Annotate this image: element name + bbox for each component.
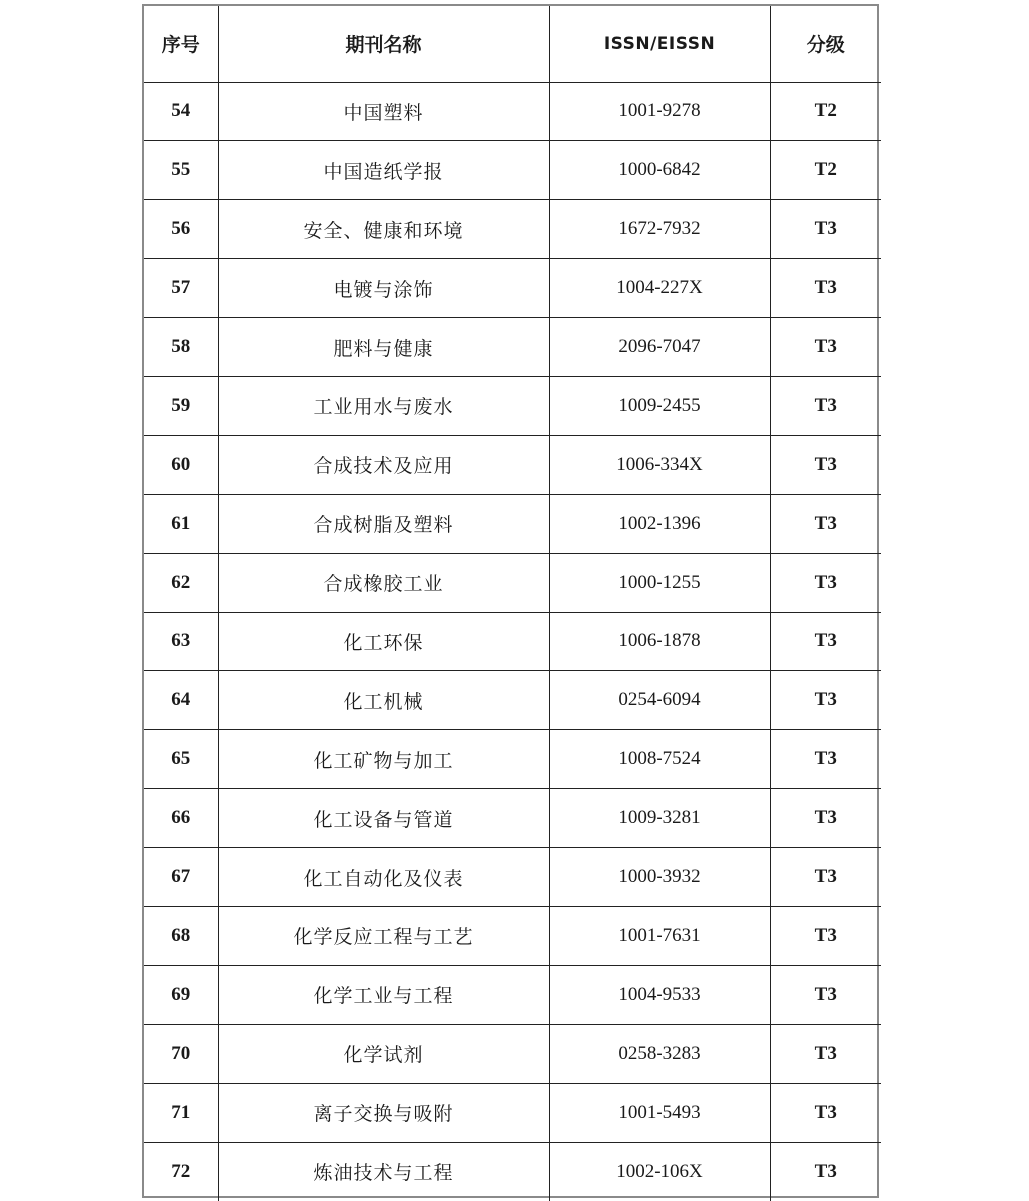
level-cell: T3 xyxy=(770,376,881,435)
serial-number-cell: 61 xyxy=(144,494,218,553)
serial-number-cell: 70 xyxy=(144,1024,218,1083)
serial-number-cell: 55 xyxy=(144,141,218,200)
serial-number-cell: 54 xyxy=(144,82,218,141)
table-row xyxy=(144,141,881,200)
table-header-row xyxy=(144,6,881,82)
serial-number-cell: 62 xyxy=(144,553,218,612)
issn-cell: 1009-2455 xyxy=(549,376,770,435)
table-row xyxy=(144,318,881,377)
level-cell: T2 xyxy=(770,141,881,200)
table-row xyxy=(144,671,881,730)
header-level: 分级 xyxy=(770,6,881,82)
issn-cell: 1002-1396 xyxy=(549,494,770,553)
serial-number-cell: 66 xyxy=(144,789,218,848)
table-row xyxy=(144,82,881,141)
level-cell: T3 xyxy=(770,965,881,1024)
journal-name-cell: 化学工业与工程 xyxy=(218,965,549,1024)
table-row xyxy=(144,848,881,907)
issn-cell: 1002-106X xyxy=(549,1142,770,1201)
serial-number-cell: 59 xyxy=(144,376,218,435)
journal-name-cell: 中国塑料 xyxy=(218,82,549,141)
table-row xyxy=(144,435,881,494)
level-cell: T3 xyxy=(770,612,881,671)
journal-name-cell: 合成橡胶工业 xyxy=(218,553,549,612)
journal-name-cell: 化工设备与管道 xyxy=(218,789,549,848)
issn-cell: 1001-5493 xyxy=(549,1083,770,1142)
table-row xyxy=(144,376,881,435)
journal-name-cell: 合成树脂及塑料 xyxy=(218,494,549,553)
issn-cell: 1009-3281 xyxy=(549,789,770,848)
issn-cell: 1006-1878 xyxy=(549,612,770,671)
serial-number-cell: 71 xyxy=(144,1083,218,1142)
serial-number-cell: 72 xyxy=(144,1142,218,1201)
table-row xyxy=(144,906,881,965)
journal-name-cell: 电镀与涂饰 xyxy=(218,259,549,318)
issn-cell: 1004-9533 xyxy=(549,965,770,1024)
journal-name-cell: 工业用水与废水 xyxy=(218,376,549,435)
journal-name-cell: 肥料与健康 xyxy=(218,318,549,377)
level-cell: T3 xyxy=(770,435,881,494)
table-body xyxy=(144,82,881,1201)
journal-name-cell: 离子交换与吸附 xyxy=(218,1083,549,1142)
issn-cell: 1008-7524 xyxy=(549,730,770,789)
issn-cell: 1000-6842 xyxy=(549,141,770,200)
issn-cell: 1672-7932 xyxy=(549,200,770,259)
issn-cell: 0254-6094 xyxy=(549,671,770,730)
journal-name-cell: 化学反应工程与工艺 xyxy=(218,906,549,965)
table-row xyxy=(144,494,881,553)
serial-number-cell: 65 xyxy=(144,730,218,789)
journal-table-frame xyxy=(142,4,879,1198)
journal-name-cell: 安全、健康和环境 xyxy=(218,200,549,259)
level-cell: T3 xyxy=(770,200,881,259)
serial-number-cell: 57 xyxy=(144,259,218,318)
journal-name-cell: 炼油技术与工程 xyxy=(218,1142,549,1201)
level-cell: T3 xyxy=(770,553,881,612)
table-row xyxy=(144,200,881,259)
journal-name-cell: 合成技术及应用 xyxy=(218,435,549,494)
issn-cell: 1004-227X xyxy=(549,259,770,318)
issn-cell: 1006-334X xyxy=(549,435,770,494)
level-cell: T3 xyxy=(770,1024,881,1083)
level-cell: T3 xyxy=(770,1142,881,1201)
level-cell: T3 xyxy=(770,906,881,965)
journal-name-cell: 中国造纸学报 xyxy=(218,141,549,200)
journal-name-cell: 化工矿物与加工 xyxy=(218,730,549,789)
level-cell: T3 xyxy=(770,259,881,318)
journal-name-cell: 化学试剂 xyxy=(218,1024,549,1083)
level-cell: T3 xyxy=(770,730,881,789)
serial-number-cell: 56 xyxy=(144,200,218,259)
serial-number-cell: 67 xyxy=(144,848,218,907)
journal-name-cell: 化工环保 xyxy=(218,612,549,671)
table-row xyxy=(144,553,881,612)
serial-number-cell: 68 xyxy=(144,906,218,965)
serial-number-cell: 60 xyxy=(144,435,218,494)
table-row xyxy=(144,1142,881,1201)
level-cell: T3 xyxy=(770,848,881,907)
serial-number-cell: 64 xyxy=(144,671,218,730)
level-cell: T2 xyxy=(770,82,881,141)
table-row xyxy=(144,612,881,671)
journal-table xyxy=(144,6,881,1201)
header-issn: ISSN/EISSN xyxy=(549,6,770,82)
table-row xyxy=(144,1083,881,1142)
table-row xyxy=(144,965,881,1024)
level-cell: T3 xyxy=(770,671,881,730)
journal-name-cell: 化工机械 xyxy=(218,671,549,730)
issn-cell: 0258-3283 xyxy=(549,1024,770,1083)
serial-number-cell: 58 xyxy=(144,318,218,377)
serial-number-cell: 63 xyxy=(144,612,218,671)
issn-cell: 1000-1255 xyxy=(549,553,770,612)
table-row xyxy=(144,1024,881,1083)
table-row xyxy=(144,789,881,848)
table-row xyxy=(144,259,881,318)
issn-cell: 1000-3932 xyxy=(549,848,770,907)
issn-cell: 1001-9278 xyxy=(549,82,770,141)
level-cell: T3 xyxy=(770,1083,881,1142)
issn-cell: 2096-7047 xyxy=(549,318,770,377)
header-journal-name: 期刊名称 xyxy=(218,6,549,82)
table-row xyxy=(144,730,881,789)
issn-cell: 1001-7631 xyxy=(549,906,770,965)
header-serial-number: 序号 xyxy=(144,6,218,82)
level-cell: T3 xyxy=(770,494,881,553)
journal-name-cell: 化工自动化及仪表 xyxy=(218,848,549,907)
serial-number-cell: 69 xyxy=(144,965,218,1024)
level-cell: T3 xyxy=(770,789,881,848)
level-cell: T3 xyxy=(770,318,881,377)
